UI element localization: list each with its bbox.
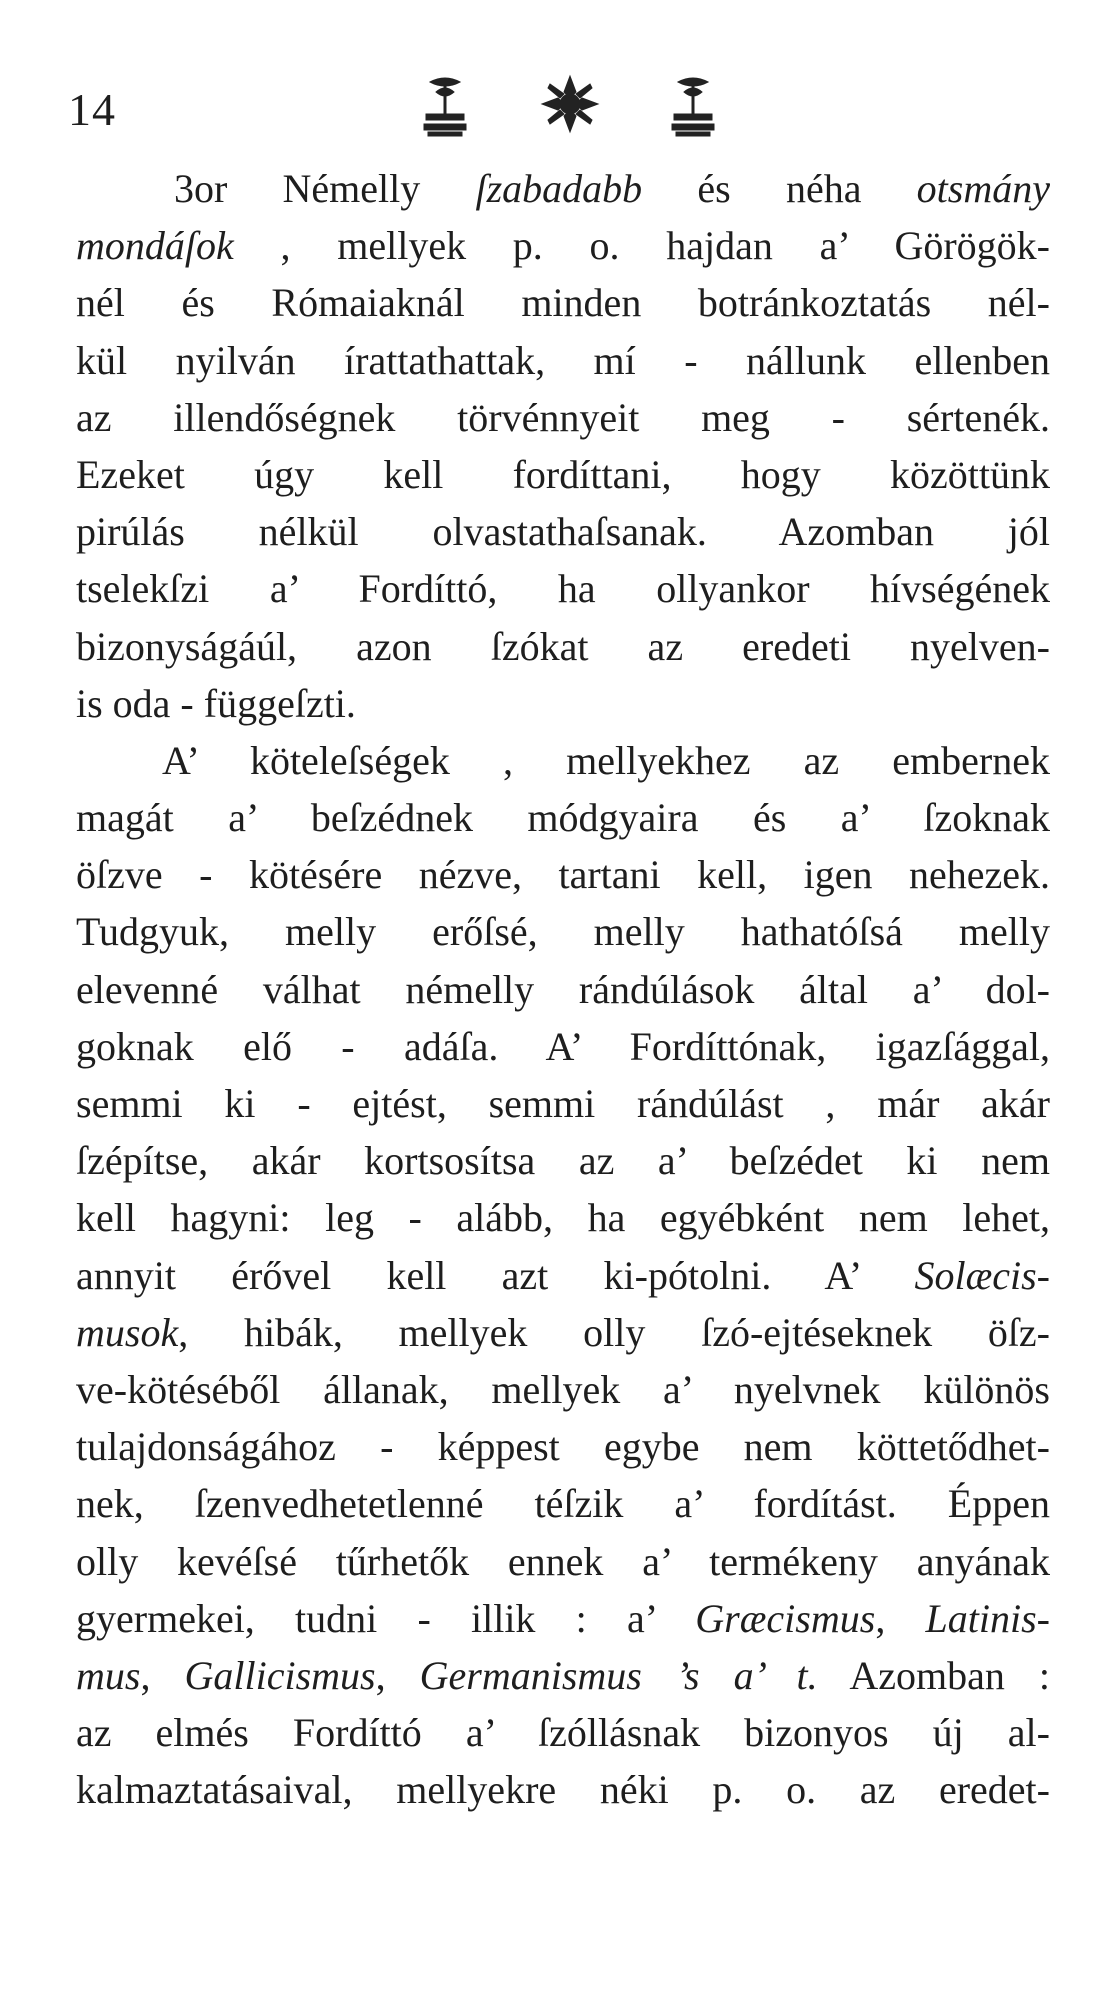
text-segment: Tudgyuk, melly erőſsé, melly hathatóſsá melly — [76, 909, 1050, 955]
text-segment: bizonyságáúl, azon ſzókat az eredeti nyelven- — [76, 623, 1050, 669]
text-line — [76, 846, 1050, 903]
text-line — [76, 1075, 1050, 1132]
italic-text-segment: Solæcis- — [914, 1252, 1050, 1298]
italic-text-segment: mondáſok — [76, 223, 234, 269]
text-segment: kalmaztatásaival, mellyekre néki p. o. az eredet- — [76, 1767, 1050, 1813]
italic-text-segment: ſzabadabb — [475, 166, 643, 211]
text-line — [76, 1418, 1050, 1475]
text-segment: ſzépítse, akár kortsosítsa az a’ beſzédet ki nem — [76, 1138, 1050, 1184]
text-line — [76, 675, 1050, 732]
text-line — [76, 732, 1050, 789]
text-line — [76, 1704, 1050, 1761]
text-line — [76, 618, 1050, 675]
text-line — [76, 1590, 1050, 1647]
italic-text-segment: Gallicismus — [184, 1652, 376, 1698]
italic-text-segment: Græcismus — [695, 1595, 876, 1641]
right-flower-ornament — [672, 78, 714, 136]
text-segment: ve-kötéséből állanak, mellyek a’ nyelvnek különös — [76, 1366, 1050, 1412]
text-line — [76, 503, 1050, 560]
page-header — [0, 72, 1115, 152]
italic-text-segment: mus — [76, 1652, 141, 1698]
text-line — [76, 389, 1050, 446]
text-segment: , mellyek p. o. hajdan a’ Görögök- — [233, 223, 1050, 269]
italic-text-segment: Latinis- — [925, 1595, 1051, 1641]
text-segment: , — [375, 1652, 420, 1698]
text-line — [76, 274, 1050, 331]
text-segment: is oda - függeſzti. — [76, 680, 356, 726]
text-line — [76, 903, 1050, 960]
text-line — [76, 446, 1050, 503]
text-line — [76, 1533, 1050, 1590]
text-line — [76, 332, 1050, 389]
page-body-text — [76, 160, 1050, 1818]
text-segment: , — [875, 1595, 926, 1641]
text-segment: semmi ki - ejtést, semmi rándúlást , már akár — [76, 1081, 1050, 1126]
italic-text-segment: otsmány — [916, 166, 1050, 211]
text-segment: goknak elő - adáſa. A’ Fordíttónak, igazſággal, — [76, 1023, 1050, 1069]
text-segment: és néha — [642, 166, 917, 211]
text-line — [76, 1304, 1050, 1361]
text-line — [76, 160, 1050, 217]
text-segment: magát a’ beſzédnek módgyaira és a’ ſzoknak — [76, 795, 1050, 841]
text-segment: nek, ſzenvedhetetlenné téſzik a’ fordítást. Éppen — [76, 1481, 1050, 1527]
text-line — [76, 560, 1050, 617]
text-line — [76, 217, 1050, 274]
text-line — [76, 1132, 1050, 1189]
text-line — [76, 1475, 1050, 1532]
text-segment: olly kevéſsé tűrhetők ennek a’ termékeny anyának — [76, 1538, 1050, 1584]
text-segment: Azomban : — [817, 1652, 1051, 1698]
text-segment: gyermekei, tudni - illik : a’ — [76, 1595, 696, 1641]
text-segment: , — [140, 1652, 185, 1698]
text-segment: kül nyilván írattathattak, mí - nállunk ellenben — [76, 337, 1050, 383]
page-number: 14 — [68, 84, 116, 135]
text-line — [76, 1247, 1050, 1304]
text-line — [76, 1018, 1050, 1075]
text-line — [76, 1189, 1050, 1246]
italic-text-segment: Germanismus ’s a’ t. — [419, 1652, 818, 1698]
text-segment: pirúlás nélkül olvastathaſsanak. Azomban jól — [76, 509, 1050, 555]
text-line — [76, 1761, 1050, 1818]
text-segment: 3or Némelly — [174, 166, 476, 211]
text-segment: A’ köteleſségek , mellyekhez az embernek — [162, 737, 1050, 783]
text-segment: kell hagyni: leg - alább, ha egyébként nem lehet, — [76, 1195, 1050, 1241]
text-segment: az elmés Fordíttó a’ ſzóllásnak bizonyos új al- — [76, 1710, 1050, 1756]
text-segment: nél és Rómaiaknál minden botránkoztatás nél- — [76, 280, 1050, 326]
text-segment: annyit érővel kell azt ki-pótolni. A’ — [76, 1252, 915, 1298]
text-segment: , hibák, mellyek olly ſzó-ejtéseknek öſz- — [178, 1309, 1050, 1355]
text-segment: tselekſzi a’ Fordíttó, ha ollyankor hívségének — [76, 566, 1050, 612]
text-line — [76, 789, 1050, 846]
text-segment: elevenné válhat némelly rándúlások által a’ dol- — [76, 966, 1050, 1012]
floral-ornament-icon — [420, 72, 720, 142]
text-segment: öſzve - kötésére nézve, tartani kell, igen nehezek. — [76, 852, 1050, 898]
text-segment: Ezeket úgy kell fordíttani, hogy közöttünk — [76, 451, 1050, 497]
text-line — [76, 961, 1050, 1018]
italic-text-segment: musok — [76, 1309, 179, 1355]
text-line — [76, 1361, 1050, 1418]
text-line — [76, 1647, 1050, 1704]
left-flower-ornament — [424, 78, 466, 136]
text-segment: az illendőségnek törvénnyeit meg - sértenék. — [76, 394, 1050, 440]
center-rosette-ornament — [542, 76, 598, 132]
text-segment: tulajdonságához - képpest egybe nem köttetődhet- — [76, 1424, 1050, 1470]
